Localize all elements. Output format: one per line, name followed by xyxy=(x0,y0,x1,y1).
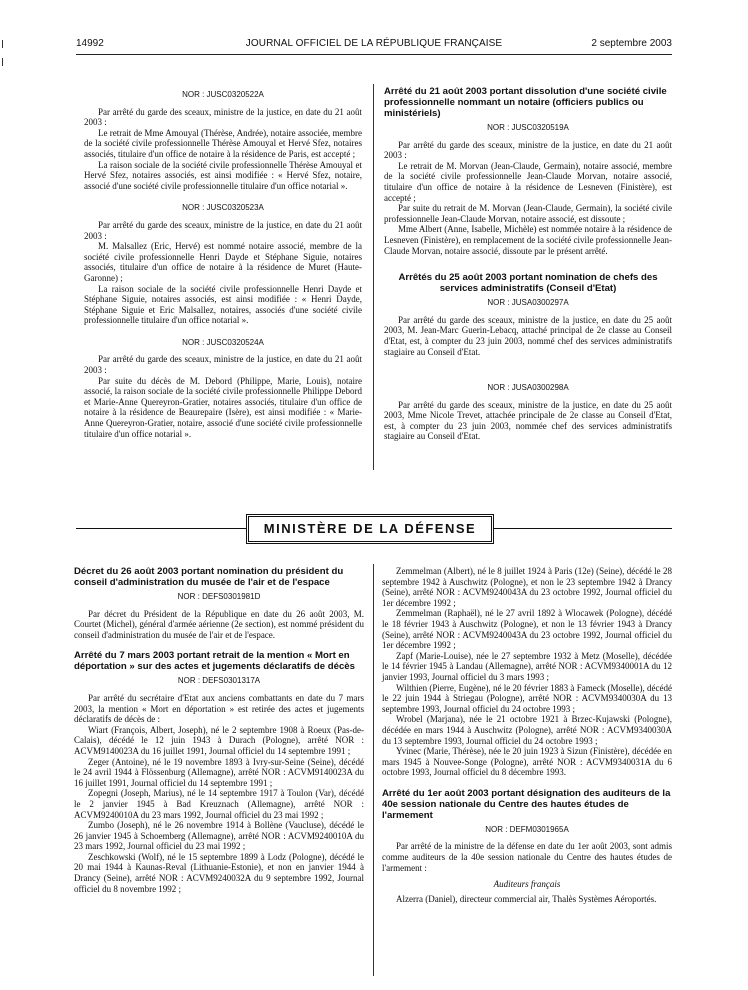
nor-reference: NOR : JUSA0300298A xyxy=(487,383,569,393)
top-left-column xyxy=(84,86,362,439)
paragraph: Par arrêté du garde des sceaux, ministre de la justice, en date du 21 août 2003 : xyxy=(84,354,362,376)
nor-reference: NOR : JUSC0320524A xyxy=(182,337,264,347)
paragraph: Zumbo (Joseph), né le 26 novembre 1914 à Bollène (Vaucluse), décédé le 26 janvier 1945 à Schoemberg (Allemagne), arrêté NOR : ACVM9240010A du 23 mars 1992, Journal officiel du 23 mai 1992 ; xyxy=(74,820,364,852)
paragraph: Le retrait de M. Morvan (Jean-Claude, Germain), notaire associé, membre de la société civile professionnelle Jean-Claude Morvan, notaire associé, titulaire d'un office de notaire à la résidence de Lesneven (Finistère), est accepté ; xyxy=(384,160,672,203)
paragraph: M. Malsallez (Eric, Hervé) est nommé notaire associé, membre de la société civile professionnelle Henri Dayde et Stéphane Siguie, notaires associés, titulaire d'un office de notaire à la résidence de Muret (Haute-Garonne) ; xyxy=(84,241,362,283)
nor-reference: NOR : JUSC0320522A xyxy=(182,90,264,99)
margin-mark xyxy=(2,58,3,66)
paragraph: Zemmelman (Albert), né le 8 juillet 1924 à Paris (12e) (Seine), décédé le 28 septembre 1942 à Auschwitz (Pologne), et non le 23 septembre 1942 à Drancy (Seine), arrêté NOR : ACVM9240043A du 23 octobre 1992, Journal officiel du 1er décembre 1992 ; xyxy=(382,566,672,608)
paragraph: Par arrêté de la ministre de la défense en date du 1er août 2003, sont admis comme auditeurs de la 40e session nationale du Centre des hautes études de l'armement : xyxy=(382,841,672,873)
page-number: 14992 xyxy=(76,38,104,49)
banner-rule-right xyxy=(494,528,672,529)
paragraph: Le retrait de Mme Amouyal (Thérèse, Andrée), notaire associée, membre de la société civile professionnelle Thérèse Amouyal et Hervé Sfez, notaires associés, titulaire d'un office de notaire à la résidence de Paris, est accepté ; xyxy=(84,127,362,159)
paragraph: Zapf (Marie-Louise), née le 27 septembre 1932 à Metz (Moselle), décédée le 14 février 1945 à Landau (Allemagne), arrêté NOR : ACVM9340001A du 12 janvier 1993, Journal officiel du 3 mars 1993 ; xyxy=(382,650,672,682)
section-title: Arrêtés du 25 août 2003 portant nomination de chefs des services administratifs (Conseil d'Etat) xyxy=(398,272,658,295)
paragraph: Par arrêté du garde des sceaux, ministre de la justice, en date du 25 août 2003, Mme Nicole Trevet, attachée principale de 2e classe au Conseil d'Etat, est, à compter du 23 juin 2003, nommée chef des services administratifs stagiaire au Conseil d'Etat. xyxy=(384,399,672,442)
paragraph: Par arrêté du secrétaire d'Etat aux anciens combattants en date du 7 mars 2003, la mention « Mort en déportation » est retirée des actes et jugements déclaratifs de décès de : xyxy=(74,692,364,725)
journal-title: JOURNAL OFFICIEL DE LA RÉPUBLIQUE FRANÇAISE xyxy=(245,38,503,49)
nor-reference: NOR : JUSA0300297A xyxy=(487,298,569,308)
paragraph: Par suite du décès de M. Debord (Philippe, Marie, Louis), notaire associé, la raison sociale de la société civile professionnelle Philippe Debord et Marie-Anne Quereyron-Gratier, notaires associés, titulaire d'un office de notaire à la résidence de Beaurepaire (Isère), est ainsi modifiée : « Marie-Anne Quereyron-Gratier, notaire, associé d'une société civile professionnelle titulaire d'un office notarial ». xyxy=(84,375,362,439)
column-divider xyxy=(373,84,374,470)
bottom-right-column xyxy=(382,566,672,904)
paragraph: Zemmelman (Raphaël), né le 27 avril 1892 à Wlocawek (Pologne), décédé le 18 février 1943 à Auschwitz (Pologne), et non le 13 février 1943 à Drancy (Seine), arrêté NOR : ACVM9240043A du 23 octobre 1992, Journal officiel du 1er décembre 1992 ; xyxy=(382,608,672,651)
page-header xyxy=(76,38,672,52)
section-title: Arrêté du 7 mars 2003 portant retrait de la mention « Mort en déportation » sur des actes et jugements déclaratifs de décès xyxy=(74,650,355,673)
banner-rule-left xyxy=(76,528,246,529)
column-divider xyxy=(373,564,374,976)
section-title: Décret du 26 août 2003 portant nomination du président du conseil d'administration du musée de l'air et de l'espace xyxy=(74,566,344,588)
paragraph: Par arrêté du garde des sceaux, ministre de la justice, en date du 21 août 2003 : xyxy=(84,106,362,128)
paragraph: Par arrêté du garde des sceaux, ministre de la justice, en date du 21 août 2003 : xyxy=(384,139,672,161)
nor-reference: NOR : DEFS0301317A xyxy=(177,676,261,686)
paragraph: Par arrêté du garde des sceaux, ministre de la justice, en date du 25 août 2003, M. Jean-Marc Guerin-Lebacq, attaché principal de 2e classe au Conseil d'Etat, est, à compter du 23 juin 2003, nommé chef des services administratifs stagiaire au Conseil d'Etat. xyxy=(384,314,672,357)
paragraph: Alzerra (Daniel), directeur commercial air, Thalès Systèmes Aéroportés. xyxy=(396,893,657,904)
paragraph: La raison sociale de la société civile professionnelle Henri Dayde et Stéphane Siguie, notaires associés, est ainsi modifiée : « Henri Dayde, Stéphane Siguie et Eric Malsallez, notaires, associés d'une société civile professionnelle titulaire d'un office notarial ». xyxy=(84,283,362,326)
paragraph: Par arrêté du garde des sceaux, ministre de la justice, en date du 21 août 2003 : xyxy=(84,219,362,241)
margin-mark xyxy=(2,40,3,48)
nor-reference: NOR : JUSC0320519A xyxy=(487,123,569,132)
paragraph: Par suite du retrait de M. Morvan (Jean-Claude, Germain), la société civile professionnelle Jean-Claude Morvan, notaire associé, est dissoute ; xyxy=(384,203,672,224)
decree-block xyxy=(84,203,362,326)
subheading: Auditeurs français xyxy=(493,879,561,890)
nor-reference: NOR : JUSC0320523A xyxy=(182,203,264,213)
header-rule xyxy=(76,54,672,55)
paragraph: Yvinec (Marie, Thérèse), née le 20 juin 1923 à Sizun (Finistère), décédée en mars 1945 à Nouvee-Songe (Pologne), arrêté NOR : ACVM9340031A du 6 octobre 1993, Journal officiel du 8 décembre 1993. xyxy=(382,746,672,778)
section-title: Arrêté du 1er août 2003 portant désignation des auditeurs de la 40e session nationale du Centre des hautes études de l'armement xyxy=(382,787,671,821)
paragraph: Par décret du Président de la République en date du 26 août 2003, M. Courtet (Michel), général d'armée aérienne (2e section), est nommé président du conseil d'administration du musée de l'air et de l'espace. xyxy=(74,608,364,640)
paragraph: Wiart (François, Albert, Joseph), né le 2 septembre 1908 à Roeux (Pas-de-Calais), décédé le 12 juin 1943 à Durach (Pologne), arrêté NOR : ACVM9140023A du 16 juillet 1991, Journal officiel du 14 septembre 1991 ; xyxy=(74,724,364,756)
bottom-left-column xyxy=(74,566,364,894)
issue-date: 2 septembre 2003 xyxy=(591,38,672,49)
paragraph: La raison sociale de la société civile professionnelle Thérèse Amouyal et Hervé Sfez, notaires associés, est ainsi modifiée : « Hervé Sfez, notaire, associé d'une société civile professionnelle titulaire d'un office notarial ». xyxy=(84,159,362,191)
paragraph: Zeger (Antoine), né le 19 novembre 1893 à Ivry-sur-Seine (Seine), décédé le 24 avril 1944 à Flössenburg (Allemagne), arrêté NOR : ACVM9140023A du 16 juillet 1991, Journal officiel du 14 septembre 1991 ; xyxy=(74,756,364,788)
paragraph: Wrobel (Marjana), née le 21 octobre 1921 à Brzec-Kujawski (Pologne), décédée en mars 1944 à Auschwitz (Pologne), arrêté NOR : ACVM9340030A du 13 septembre 1993, Journal officiel du 24 octobre 1993 ; xyxy=(382,714,672,746)
paragraph: Zopegni (Joseph, Marius), né le 14 septembre 1917 à Toulon (Var), décédé le 2 janvier 1945 à Bad Kreuznach (Allemagne), arrêté NOR : ACVM9240010A du 23 mars 1992, Journal officiel du 23 mai 1992 ; xyxy=(74,788,364,820)
top-right-column xyxy=(384,86,672,442)
paragraph: Zeschkowski (Wolf), né le 15 septembre 1899 à Lodz (Pologne), décédé le 20 mai 1944 à Kaunas-Reval (Lithuanie-Estonie), et non en janvier 1944 à Drancy (Seine), arrêté NOR : ACVM9240032A du 9 septembre 1992, Journal officiel du 8 novembre 1992 ; xyxy=(74,851,364,894)
nor-reference: NOR : DEFM0301965A xyxy=(485,824,569,834)
ministry-banner: MINISTÈRE DE LA DÉFENSE xyxy=(246,514,494,544)
section-title: Arrêté du 21 août 2003 portant dissolution d'une société civile professionnelle nommant un notaire (officiers publics ou ministériels) xyxy=(384,86,667,119)
nor-reference: NOR : DEFS0301981D xyxy=(177,592,261,601)
paragraph: Wilthien (Pierre, Eugène), né le 20 février 1883 à Fameck (Moselle), décédé le 22 juin 1944 à Striegau (Pologne), arrêté NOR : ACVM9340030A du 13 septembre 1993, Journal officiel du 24 octobre 1993 ; xyxy=(382,682,672,714)
paragraph: Mme Albert (Anne, Isabelle, Michèle) est nommée notaire à la résidence de Lesneven (Finistère), en remplacement de la société civile professionnelle Jean-Claude Morvan, notaire associé, dissoute par le présent arrêté. xyxy=(384,224,672,256)
decree-block xyxy=(84,338,362,439)
decree-block xyxy=(84,90,362,191)
